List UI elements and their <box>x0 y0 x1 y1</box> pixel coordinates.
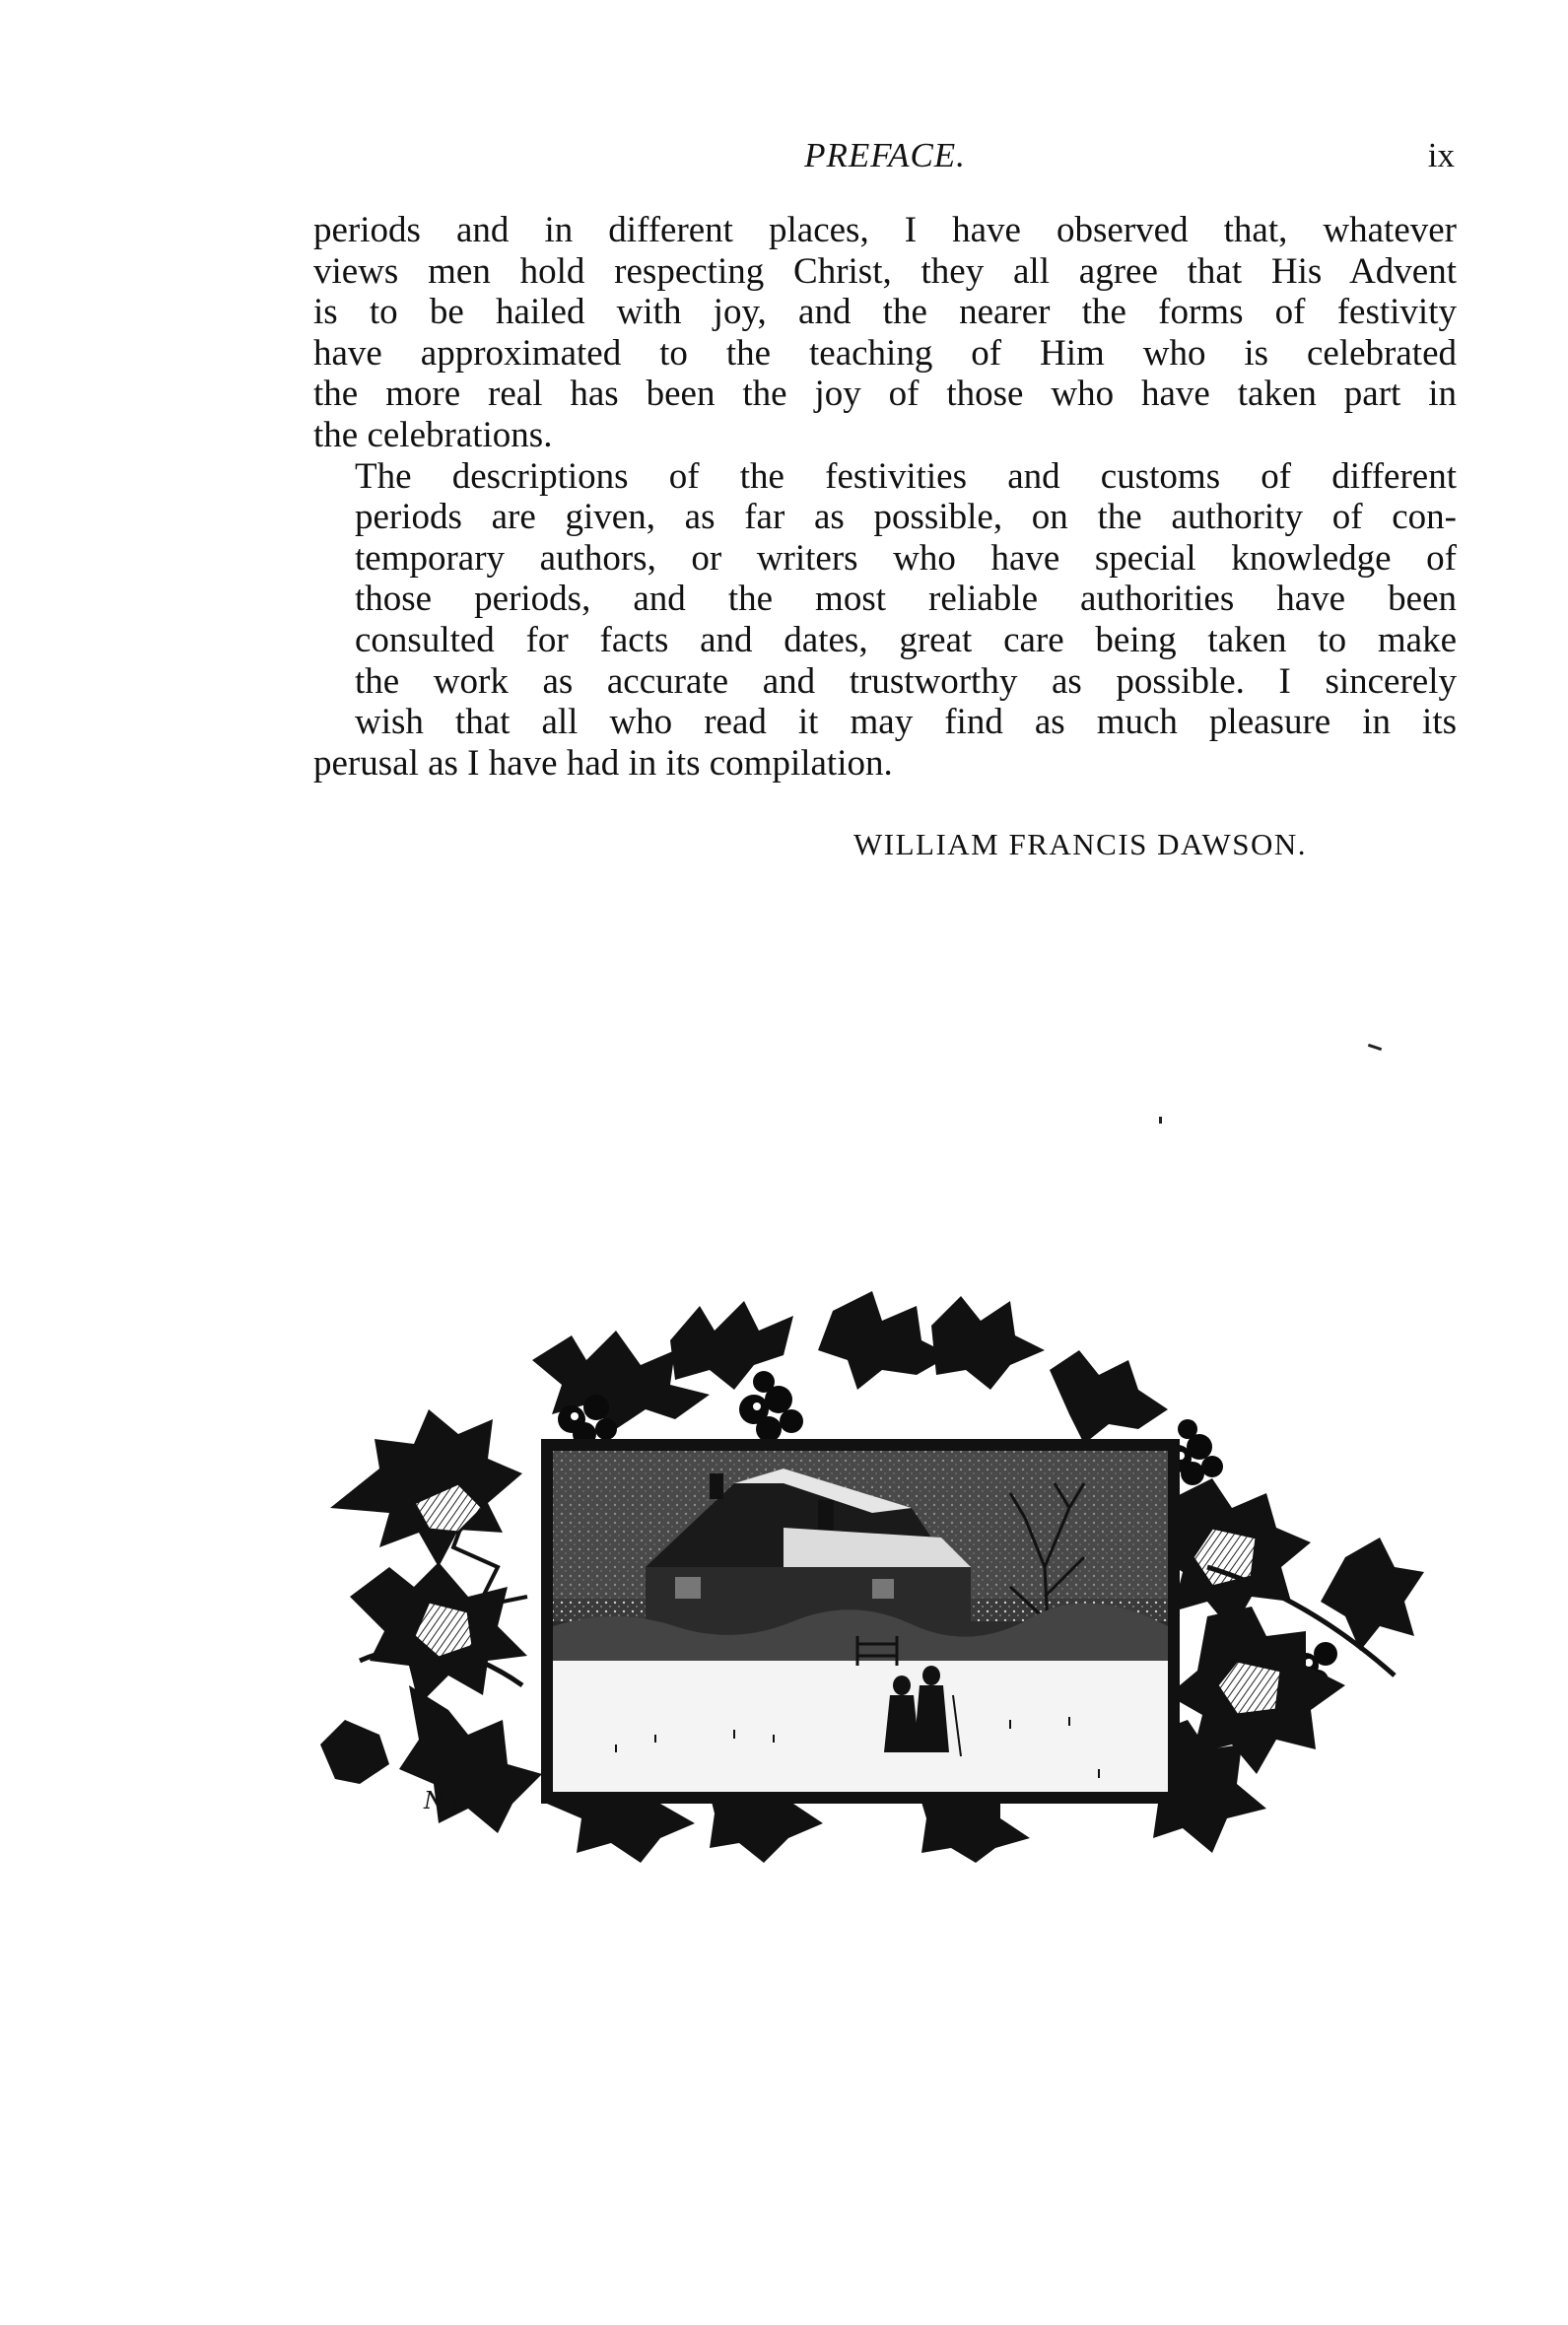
text-line: wish that all who read it may find as much pleasure in its <box>355 702 1457 743</box>
artist-monogram: N.RS. <box>424 1787 492 1814</box>
text-line: views men hold respecting Christ, they all agree that His Advent <box>313 250 1457 292</box>
paragraph-1 <box>313 210 1457 415</box>
text-line: periods are given, as far as possible, on the authority of con- <box>355 497 1457 538</box>
holly-wreath-icon <box>320 1271 1434 1863</box>
text-line: perusal as I have had in its compilation. <box>313 742 893 784</box>
text-line: have approximated to the teaching of Him who is celebrated <box>313 332 1457 374</box>
body-text <box>313 210 1457 784</box>
paragraph-1-end <box>313 415 1457 456</box>
print-speck <box>1368 1044 1382 1051</box>
author-signature: WILLIAM FRANCIS DAWSON. <box>853 827 1307 861</box>
text-line: the work as accurate and trustworthy as possible. I sincerely <box>355 660 1457 702</box>
paragraph-2-end <box>313 743 1457 785</box>
running-head <box>313 136 1457 185</box>
text-line: temporary authors, or writers who have special knowledge of <box>355 537 1457 579</box>
text-line: periods and in different places, I have observed that, whatever <box>313 210 1457 250</box>
running-title: PREFACE. <box>804 136 966 174</box>
text-line: consulted for facts and dates, great care being taken to make <box>355 619 1457 660</box>
print-speck <box>1159 1117 1162 1124</box>
text-line: is to be hailed with joy, and the nearer the forms of festivity <box>313 292 1457 333</box>
text-line: those periods, and the most reliable authorities have been <box>355 579 1457 620</box>
text-line: the more real has been the joy of those who have taken part in <box>313 374 1457 415</box>
page-number: ix <box>1427 136 1455 174</box>
holly-vignette-illustration <box>320 1271 1434 1863</box>
text-line: the celebrations. <box>313 414 553 455</box>
paragraph-2 <box>313 456 1457 743</box>
text-line: The descriptions of the festivities and customs of different <box>355 455 1457 497</box>
